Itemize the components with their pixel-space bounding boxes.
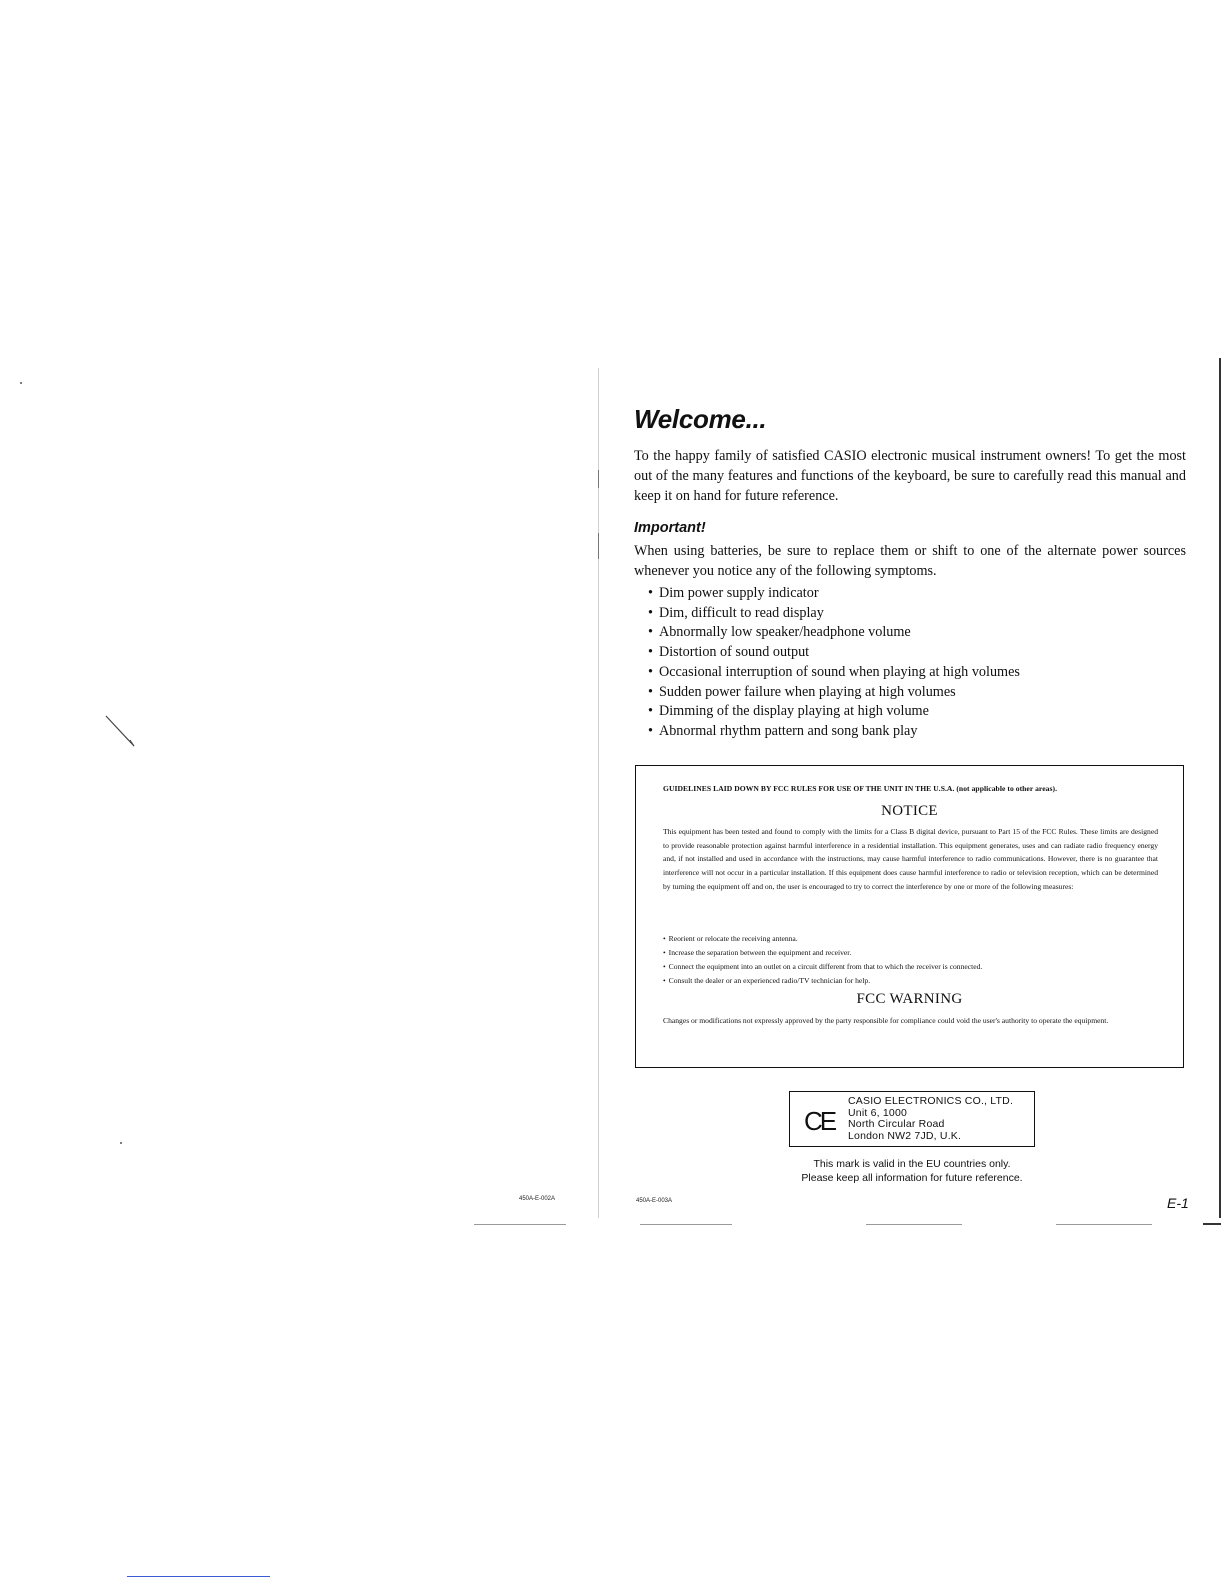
list-item: • Abnormally low speaker/headphone volume bbox=[648, 623, 1020, 643]
scan-scratch bbox=[100, 710, 160, 760]
intro-paragraph: To the happy family of satisfied CASIO electronic musical instrument owners! To get the most out of the many features and functions of the keyboard, be sure to carefully read this manual and keep it on hand for future reference. bbox=[634, 448, 1186, 504]
left-page-code: 450A-E-002A bbox=[519, 1196, 556, 1202]
fcc-measures-list bbox=[663, 932, 982, 988]
company-name: CASIO ELECTRONICS CO., LTD. bbox=[848, 1095, 1014, 1107]
right-page-code: 450A-E-003A bbox=[636, 1198, 673, 1204]
address-line: Unit 6, 1000 bbox=[848, 1106, 908, 1119]
notice-heading: NOTICE bbox=[881, 803, 938, 819]
bottom-trim-line bbox=[640, 1224, 732, 1225]
fcc-guidelines: GUIDELINES LAID DOWN BY FCC RULES FOR USE OF THE UNIT IN THE U.S.A. (not applicable to other areas). bbox=[663, 784, 1058, 793]
right-edge-line bbox=[1219, 358, 1221, 1218]
list-item: • Consult the dealer or an experienced radio/TV technician for help. bbox=[663, 974, 982, 988]
fcc-notice-box bbox=[635, 765, 1184, 1068]
fcc-warning-text: Changes or modifications not expressly approved by the party responsible for compliance could void the user's authority to operate the equipment. bbox=[663, 1016, 1109, 1025]
address-line: London NW2 7JD, U.K. bbox=[848, 1129, 962, 1142]
page-title: Welcome... bbox=[634, 404, 767, 434]
ce-mark-logo: CE bbox=[804, 1106, 835, 1136]
list-item: • Sudden power failure when playing at high volumes bbox=[648, 683, 1020, 703]
list-item: • Dimming of the display playing at high volume bbox=[648, 702, 1020, 722]
list-item: • Dim power supply indicator bbox=[648, 584, 1020, 604]
bottom-blue-line bbox=[127, 1576, 270, 1577]
important-paragraph: When using batteries, be sure to replace them or shift to one of the alternate power sources whenever you notice any of the following symptoms. bbox=[634, 543, 1186, 579]
notice-text: This equipment has been tested and found to comply with the limits for a Class B digital device, pursuant to Part 15 of the FCC Rules. These limits are designed to provide reasonable protection against harmful interference in a residential installation. This equipment generates, uses and can radiate radio frequency energy and, if not installed and used in accordance with the instructions, may cause harmful interference to radio communications. However, there is no guarantee that interference will not occur in a particular installation. If this equipment does cause harmful interference to radio or television reception, which can be determined by turning the equipment off and on, the user is encouraged to try to correct the interference by one or more of the following measures: bbox=[663, 827, 1158, 891]
scan-speck bbox=[20, 382, 22, 384]
page-number: E-1 bbox=[1167, 1195, 1189, 1211]
ce-note-line: This mark is valid in the EU countries only. bbox=[813, 1158, 1011, 1170]
ce-note bbox=[780, 1157, 1044, 1185]
list-item: • Abnormal rhythm pattern and song bank play bbox=[648, 722, 1020, 742]
ce-address-box bbox=[789, 1091, 1035, 1147]
symptom-list bbox=[648, 584, 1020, 742]
binding-mark bbox=[598, 533, 599, 559]
bottom-trim-line bbox=[866, 1224, 962, 1225]
list-item: • Occasional interruption of sound when playing at high volumes bbox=[648, 663, 1020, 683]
bottom-trim-line bbox=[474, 1224, 566, 1225]
list-item: • Distortion of sound output bbox=[648, 643, 1020, 663]
list-item: • Increase the separation between the equipment and receiver. bbox=[663, 946, 982, 960]
ce-note-line: Please keep all information for future reference. bbox=[801, 1172, 1023, 1184]
important-heading: Important! bbox=[634, 520, 706, 536]
list-item: • Dim, difficult to read display bbox=[648, 604, 1020, 624]
address-line: North Circular Road bbox=[848, 1118, 945, 1130]
right-edge-tick bbox=[1203, 1223, 1221, 1225]
ce-address bbox=[848, 1096, 1013, 1142]
list-item: • Connect the equipment into an outlet on a circuit different from that to which the receiver is connected. bbox=[663, 960, 982, 974]
list-item: • Reorient or relocate the receiving antenna. bbox=[663, 932, 982, 946]
fcc-warning-heading: FCC WARNING bbox=[856, 991, 963, 1007]
binding-line bbox=[598, 368, 599, 1218]
bottom-trim-line bbox=[1056, 1224, 1152, 1225]
binding-mark bbox=[598, 470, 599, 488]
scan-speck bbox=[120, 1142, 122, 1144]
